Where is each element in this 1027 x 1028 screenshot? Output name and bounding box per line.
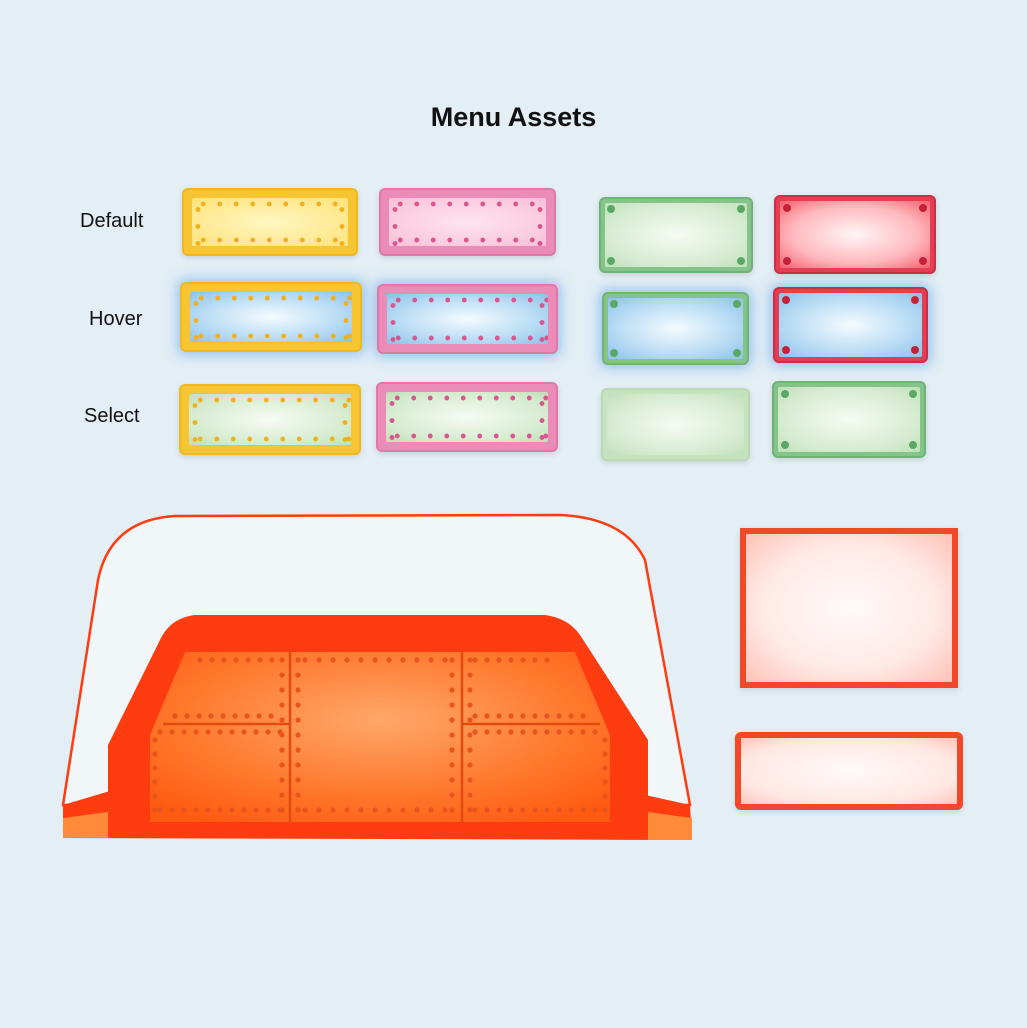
- rivet-icon: [449, 777, 454, 782]
- rivet-icon: [241, 729, 246, 734]
- rivet-icon: [229, 729, 234, 734]
- rivet-icon: [279, 792, 284, 797]
- rivet-icon: [568, 807, 573, 812]
- rivet-icon: [205, 729, 210, 734]
- rivet-icon: [400, 657, 405, 662]
- button-face: [780, 201, 930, 268]
- rivet-icon: [295, 792, 300, 797]
- yellow-button-hover[interactable]: [180, 282, 362, 352]
- rivet-icon: [316, 657, 321, 662]
- rivet-icon: [279, 762, 284, 767]
- dot-row-top: [189, 394, 351, 406]
- rivet-icon: [232, 713, 237, 718]
- rivet-icon: [253, 807, 258, 812]
- rivet-icon: [372, 657, 377, 662]
- rivet-icon: [428, 807, 433, 812]
- rivet-icon: [358, 657, 363, 662]
- rivet-icon: [221, 657, 226, 662]
- rivet-icon: [295, 672, 300, 677]
- rivet-icon: [467, 657, 472, 662]
- rivet-icon: [277, 807, 282, 812]
- small-dialog-panel: [735, 732, 963, 810]
- button-face: [605, 203, 747, 267]
- red-button-hover[interactable]: [773, 287, 928, 363]
- rivet-icon: [217, 807, 222, 812]
- rivet-icon: [467, 807, 472, 812]
- dot-row-top: [389, 198, 546, 210]
- pink-button-hover[interactable]: [377, 284, 558, 354]
- dot-row-bottom: [389, 234, 546, 246]
- rivet-icon: [295, 777, 300, 782]
- rivet-icon: [330, 657, 335, 662]
- rivet-icon: [911, 346, 919, 354]
- rivet-icon: [919, 257, 927, 265]
- dot-col-right: [536, 294, 548, 344]
- dot-col-left: [192, 198, 204, 246]
- button-face: [608, 298, 743, 359]
- rivet-icon: [358, 807, 363, 812]
- dot-row-bottom: [192, 234, 348, 246]
- rivet-icon: [467, 747, 472, 752]
- row-label-default: Default: [80, 210, 144, 232]
- rivet-icon: [484, 807, 489, 812]
- rivet-icon: [484, 729, 489, 734]
- rivet-icon: [414, 657, 419, 662]
- rivet-icon: [279, 717, 284, 722]
- rivet-icon: [205, 807, 210, 812]
- rivet-icon: [244, 713, 249, 718]
- dot-row-bottom: [387, 332, 548, 344]
- rivet-icon: [295, 732, 300, 737]
- rivet-icon: [414, 807, 419, 812]
- dot-row-bottom: [189, 433, 351, 445]
- rivet-icon: [607, 257, 615, 265]
- rivet-icon: [449, 672, 454, 677]
- rivet-icon: [169, 729, 174, 734]
- dot-col-right: [534, 198, 546, 246]
- rivet-icon: [556, 729, 561, 734]
- rivet-icon: [484, 657, 489, 662]
- rivet-icon: [279, 732, 284, 737]
- rivet-icon: [152, 793, 157, 798]
- dot-row-top: [190, 292, 352, 304]
- rivet-icon: [344, 807, 349, 812]
- rivet-icon: [279, 747, 284, 752]
- rivet-icon: [344, 657, 349, 662]
- rivet-icon: [520, 657, 525, 662]
- rivet-icon: [253, 729, 258, 734]
- rivet-icon: [208, 713, 213, 718]
- rivet-icon: [152, 807, 157, 812]
- rivet-icon: [386, 657, 391, 662]
- rivet-icon: [302, 807, 307, 812]
- rivet-icon: [184, 713, 189, 718]
- rivet-icon: [610, 300, 618, 308]
- page-title: Menu Assets: [430, 102, 597, 132]
- rivet-icon: [919, 204, 927, 212]
- rivet-icon: [152, 751, 157, 756]
- rivet-icon: [256, 713, 261, 718]
- rivet-icon: [467, 732, 472, 737]
- rivet-icon: [472, 657, 477, 662]
- rivet-icon: [181, 807, 186, 812]
- rivet-icon: [220, 713, 225, 718]
- rivet-icon: [532, 713, 537, 718]
- rivet-icon: [157, 807, 162, 812]
- panel-base-right: [648, 812, 692, 840]
- rivet-icon: [449, 732, 454, 737]
- rivet-icon: [241, 807, 246, 812]
- rivet-icon: [602, 793, 607, 798]
- rivet-icon: [520, 729, 525, 734]
- green-button-hover[interactable]: [602, 292, 749, 365]
- dot-col-right: [339, 394, 351, 445]
- rivet-icon: [496, 657, 501, 662]
- rivet-icon: [181, 729, 186, 734]
- dot-col-left: [386, 392, 398, 442]
- rivet-icon: [782, 346, 790, 354]
- rivet-icon: [295, 702, 300, 707]
- rivet-icon: [449, 747, 454, 752]
- panel-body: [108, 615, 648, 838]
- rivet-icon: [909, 390, 917, 398]
- rivet-icon: [449, 762, 454, 767]
- rivet-icon: [386, 807, 391, 812]
- rivet-icon: [428, 657, 433, 662]
- dot-col-left: [189, 394, 201, 445]
- rivet-icon: [233, 657, 238, 662]
- dot-col-left: [389, 198, 401, 246]
- rivet-icon: [580, 807, 585, 812]
- rivet-icon: [295, 657, 300, 662]
- rivet-icon: [733, 349, 741, 357]
- rivet-icon: [279, 807, 284, 812]
- button-face: [779, 293, 922, 357]
- dot-col-right: [536, 392, 548, 442]
- rivet-icon: [193, 807, 198, 812]
- rivet-icon: [472, 807, 477, 812]
- rivet-icon: [911, 296, 919, 304]
- rivet-icon: [229, 807, 234, 812]
- rivet-icon: [268, 713, 273, 718]
- panel-dome: [63, 515, 690, 805]
- button-face: [778, 387, 920, 452]
- rivet-icon: [592, 729, 597, 734]
- rivet-icon: [172, 713, 177, 718]
- rivet-icon: [909, 441, 917, 449]
- rivet-icon: [265, 729, 270, 734]
- rivet-icon: [279, 672, 284, 677]
- rivet-icon: [372, 807, 377, 812]
- yellow-button-select[interactable]: [179, 384, 361, 455]
- rivet-icon: [295, 807, 300, 812]
- row-label-select: Select: [84, 405, 140, 427]
- rivet-icon: [467, 702, 472, 707]
- rivet-icon: [295, 687, 300, 692]
- rivet-icon: [781, 390, 789, 398]
- rivet-icon: [568, 729, 573, 734]
- rivet-icon: [602, 737, 607, 742]
- rivet-icon: [520, 807, 525, 812]
- rivet-icon: [544, 807, 549, 812]
- rivet-icon: [467, 672, 472, 677]
- rivet-icon: [265, 807, 270, 812]
- rivet-icon: [496, 729, 501, 734]
- panel-rivets: [152, 657, 607, 812]
- rivet-icon: [472, 729, 477, 734]
- rivet-icon: [556, 713, 561, 718]
- rivet-icon: [467, 792, 472, 797]
- rivet-icon: [532, 657, 537, 662]
- rivet-icon: [733, 300, 741, 308]
- rivet-icon: [484, 713, 489, 718]
- panel-base-left: [63, 812, 108, 838]
- dot-row-top: [192, 198, 348, 210]
- rivet-icon: [602, 779, 607, 784]
- yellow-button-default[interactable]: [182, 188, 358, 256]
- rivet-icon: [193, 729, 198, 734]
- rivet-icon: [277, 729, 282, 734]
- rivet-icon: [442, 657, 447, 662]
- panel-base: [63, 785, 692, 840]
- rivet-icon: [279, 777, 284, 782]
- rivet-icon: [449, 702, 454, 707]
- rivet-icon: [580, 713, 585, 718]
- rivet-icon: [602, 751, 607, 756]
- rivet-icon: [196, 713, 201, 718]
- rivet-icon: [279, 687, 284, 692]
- rivet-icon: [508, 729, 513, 734]
- dot-col-left: [387, 294, 399, 344]
- rivet-icon: [737, 205, 745, 213]
- rivet-icon: [467, 717, 472, 722]
- rivet-icon: [316, 807, 321, 812]
- rivet-icon: [449, 657, 454, 662]
- red-button-select[interactable]: [772, 381, 926, 458]
- rivet-icon: [245, 657, 250, 662]
- dot-row-bottom: [190, 330, 352, 342]
- rivet-icon: [295, 747, 300, 752]
- rivet-icon: [157, 729, 162, 734]
- rivet-icon: [568, 713, 573, 718]
- green-button-default[interactable]: [599, 197, 753, 273]
- rivet-icon: [295, 717, 300, 722]
- rivet-icon: [544, 713, 549, 718]
- rivet-icon: [783, 257, 791, 265]
- large-dialog-panel: [740, 528, 958, 688]
- rivet-icon: [496, 713, 501, 718]
- rivet-icon: [520, 713, 525, 718]
- rivet-icon: [152, 765, 157, 770]
- rivet-icon: [400, 807, 405, 812]
- dot-col-right: [340, 292, 352, 342]
- rivet-icon: [781, 441, 789, 449]
- rivet-icon: [782, 296, 790, 304]
- rivet-icon: [217, 729, 222, 734]
- rivet-icon: [508, 807, 513, 812]
- green-button-select[interactable]: [601, 388, 750, 461]
- rivet-icon: [532, 807, 537, 812]
- rivet-icon: [532, 729, 537, 734]
- rivet-icon: [295, 762, 300, 767]
- rivet-icon: [467, 762, 472, 767]
- rivet-icon: [257, 657, 262, 662]
- rivet-icon: [783, 204, 791, 212]
- rivet-icon: [269, 657, 274, 662]
- rivet-icon: [467, 687, 472, 692]
- rivet-icon: [152, 779, 157, 784]
- rivet-icon: [580, 729, 585, 734]
- rivet-icon: [592, 807, 597, 812]
- rivet-icon: [330, 807, 335, 812]
- rivet-icon: [607, 205, 615, 213]
- rivet-icon: [610, 349, 618, 357]
- row-label-hover: Hover: [89, 308, 143, 330]
- rivet-icon: [472, 713, 477, 718]
- rivet-icon: [169, 807, 174, 812]
- rivet-icon: [449, 807, 454, 812]
- rivet-icon: [737, 257, 745, 265]
- rivet-icon: [508, 657, 513, 662]
- dot-row-top: [387, 294, 548, 306]
- rivet-icon: [467, 777, 472, 782]
- panel-face: [150, 652, 610, 822]
- button-face: [607, 394, 744, 455]
- rivet-icon: [449, 687, 454, 692]
- rivet-icon: [442, 807, 447, 812]
- rivet-icon: [602, 765, 607, 770]
- dot-row-top: [386, 392, 548, 404]
- rivet-icon: [197, 657, 202, 662]
- rivet-icon: [279, 657, 284, 662]
- rivet-icon: [544, 657, 549, 662]
- dot-row-bottom: [386, 430, 548, 442]
- dot-col-right: [336, 198, 348, 246]
- rivet-icon: [152, 737, 157, 742]
- rivet-icon: [496, 807, 501, 812]
- rivet-icon: [209, 657, 214, 662]
- rivet-icon: [302, 657, 307, 662]
- pink-button-select[interactable]: [376, 382, 558, 452]
- rivet-icon: [279, 702, 284, 707]
- red-button-default[interactable]: [774, 195, 936, 274]
- rivet-icon: [449, 792, 454, 797]
- rivet-icon: [508, 713, 513, 718]
- rivet-icon: [556, 807, 561, 812]
- rivet-icon: [602, 807, 607, 812]
- dot-col-left: [190, 292, 202, 342]
- rivet-icon: [544, 729, 549, 734]
- rivet-icon: [449, 717, 454, 722]
- pink-button-default[interactable]: [379, 188, 556, 256]
